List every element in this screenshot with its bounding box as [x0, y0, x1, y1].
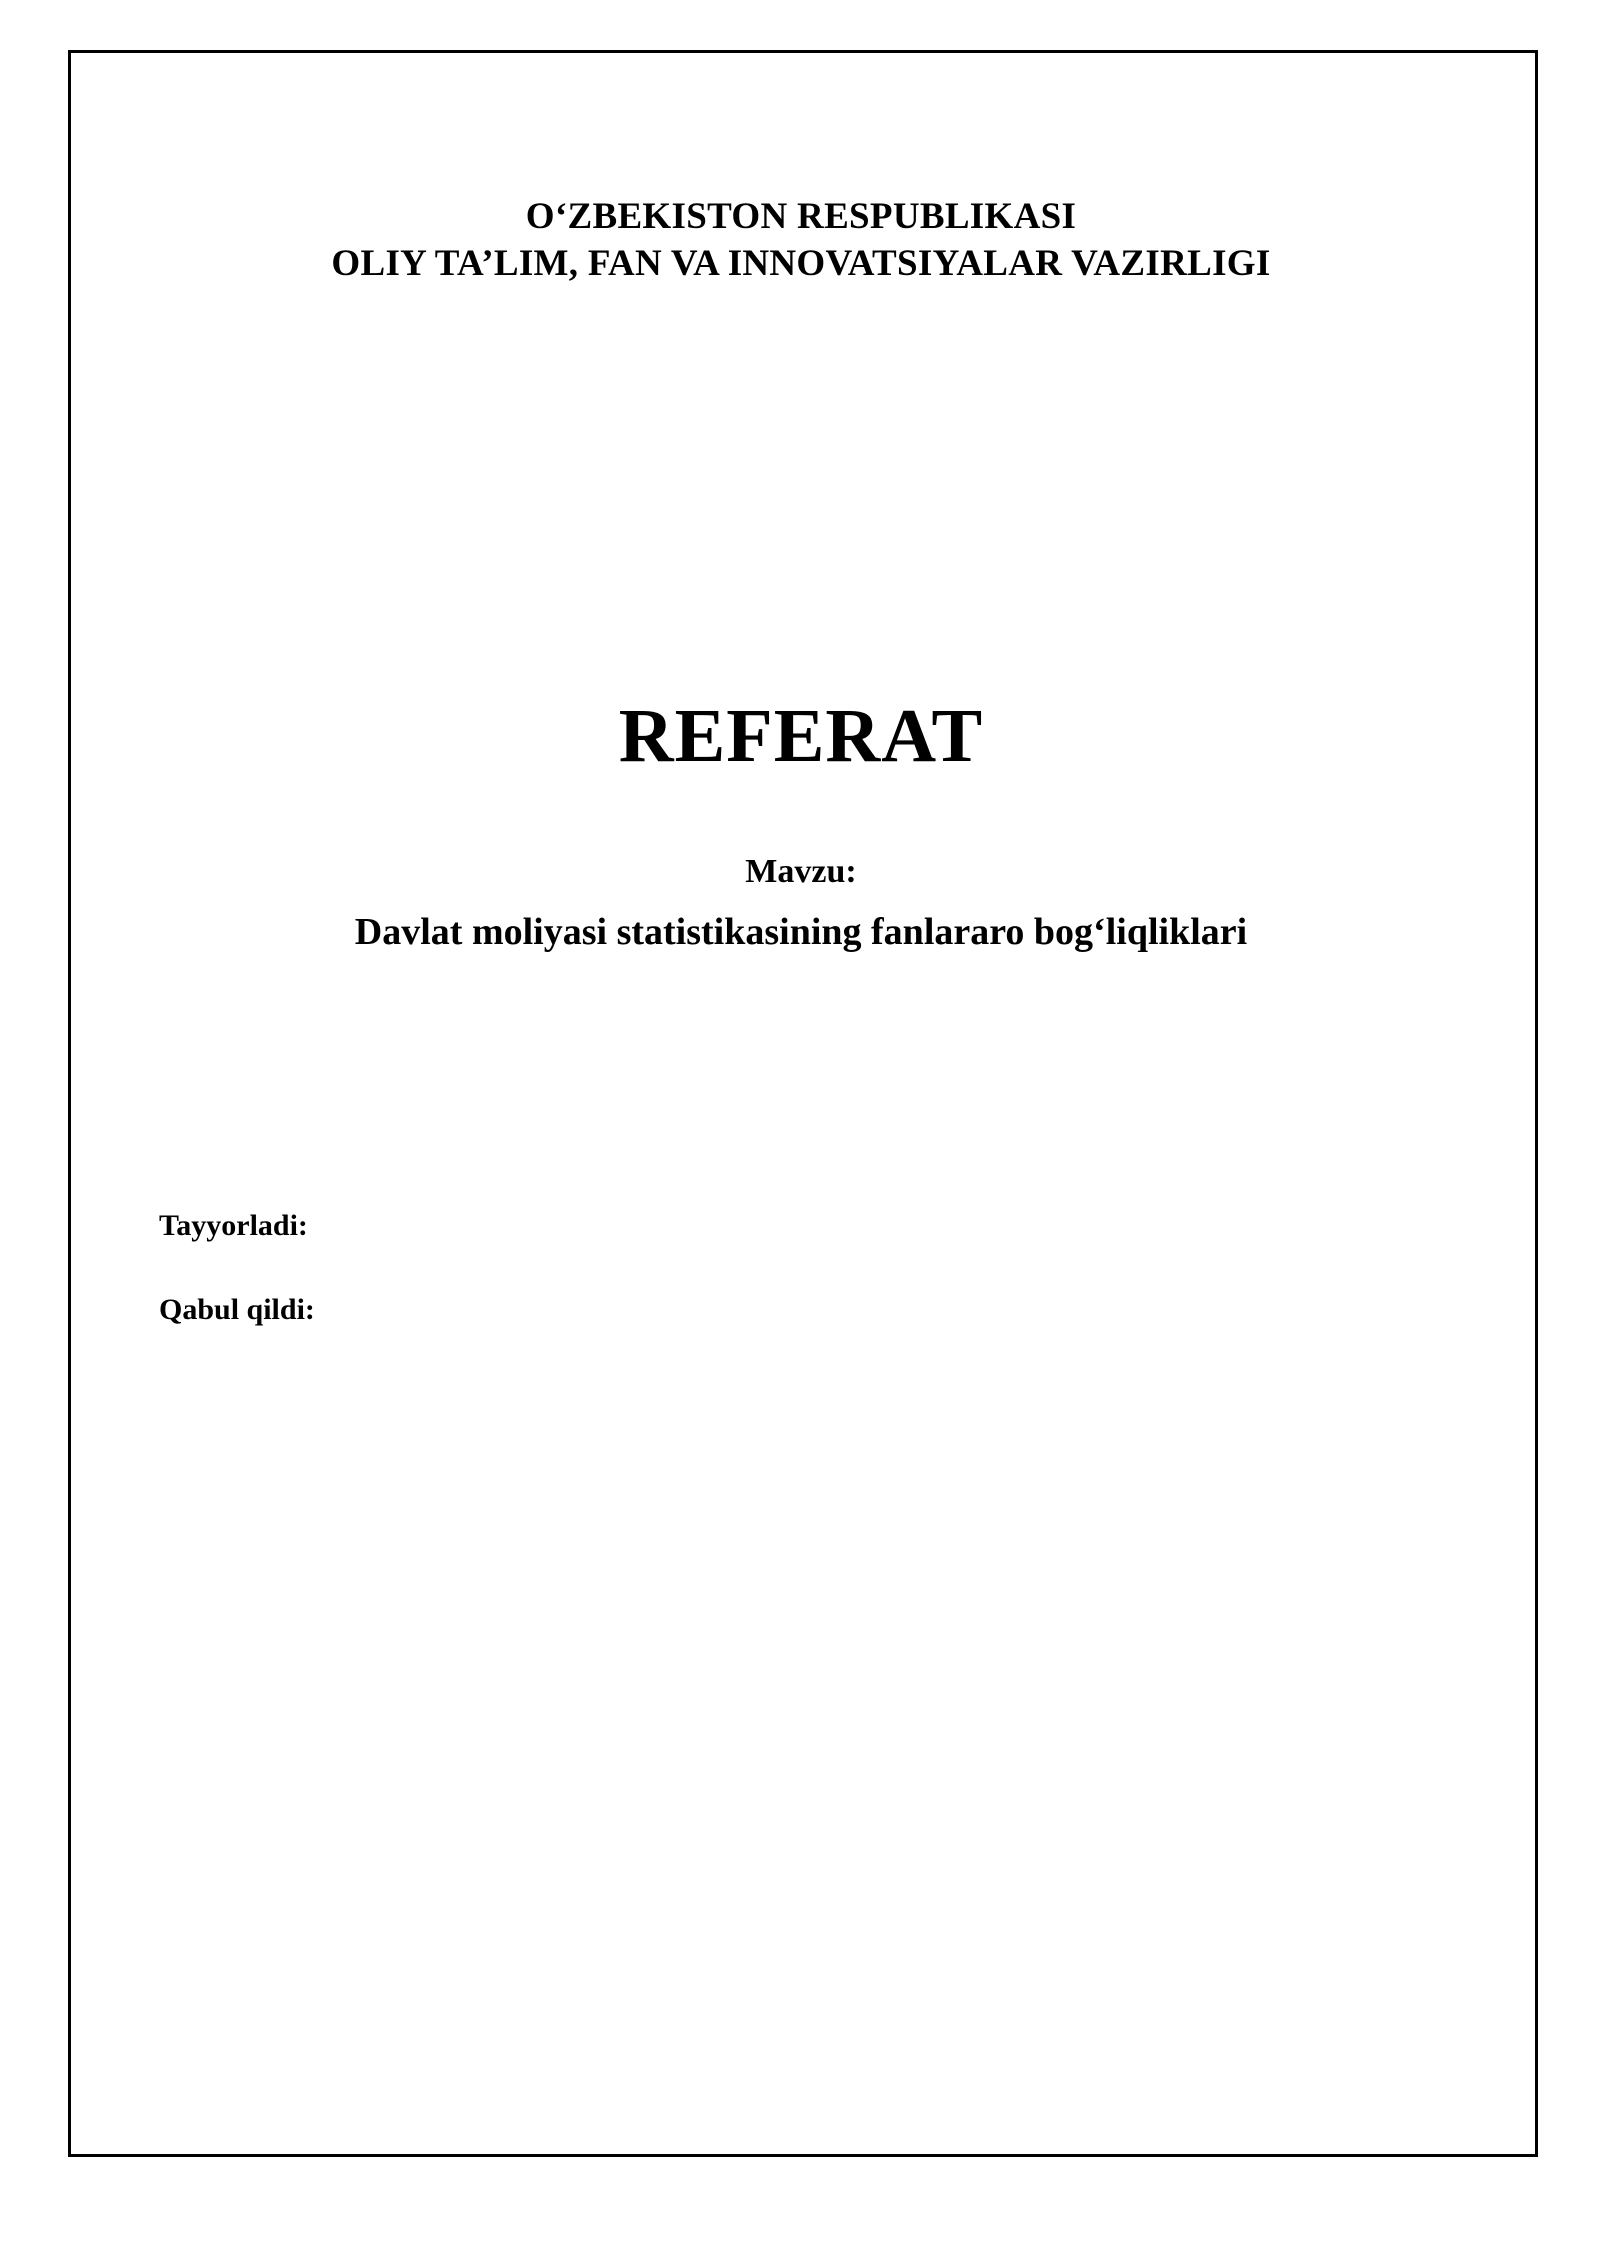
- subject-label: Mavzu:: [745, 853, 857, 890]
- ministry-heading: [131, 193, 1471, 288]
- page-border-frame: [68, 50, 1538, 2157]
- signature-block: [159, 1208, 1059, 1328]
- ministry-line-1: O‘ZBEKISTON RESPUBLIKASI: [525, 196, 1077, 237]
- ministry-line-2: OLIY TA’LIM, FAN VA INNOVATSIYALAR VAZIRLIGI: [331, 243, 1271, 285]
- subject-title: Davlat moliyasi statistikasining fanlararo bog‘liqliklari: [354, 911, 1248, 953]
- document-type-title: REFERAT: [618, 694, 984, 778]
- title-page-content: [71, 53, 1535, 2154]
- prepared-by-label: Tayyorladi:: [159, 1209, 308, 1242]
- accepted-by-label: Qabul qildi:: [159, 1293, 315, 1326]
